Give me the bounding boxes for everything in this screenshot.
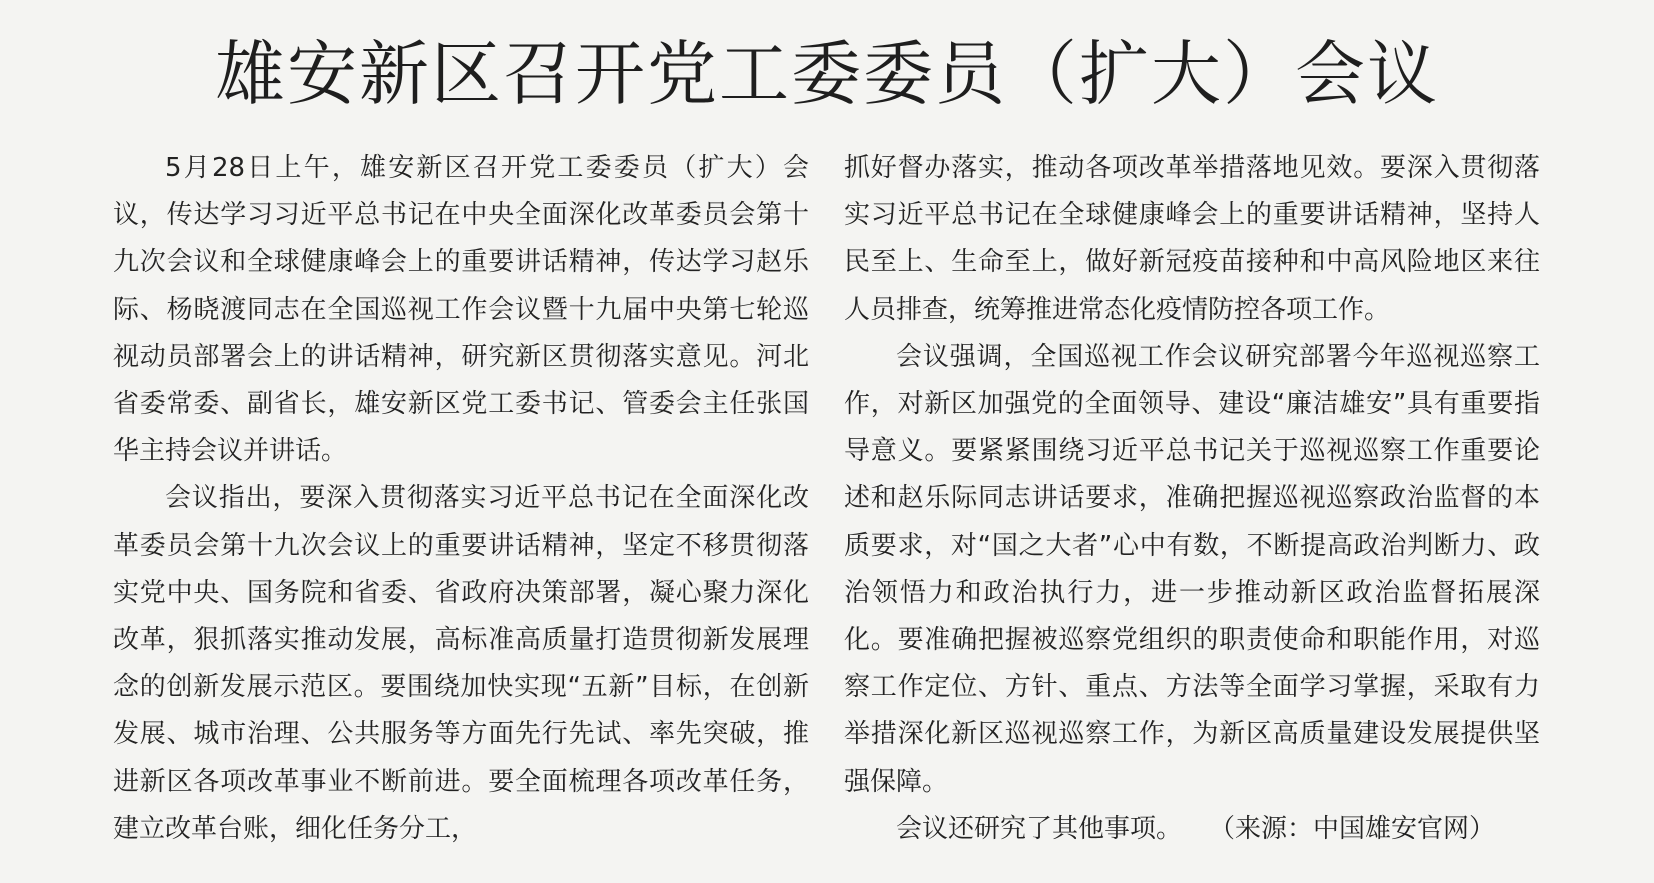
paragraph-1: 5月28日上午，雄安新区召开党工委委员（扩大）会议，传达学习习近平总书记在中央全面深化改革委员会第十九次会议和全球健康峰会上的重要讲话精神，传达学习赵乐际、杨晓渡同志在全国巡视工作会议暨十九届中央第七轮巡视动员部署会上的讲话精神，研究新区贯彻落实意见。河北省委常委、副省长，雄安新区党工委书记、管委会主任张国华主持会议并讲话。 xyxy=(113,153,809,467)
paragraph-2: 会议指出，要深入贯彻落实习近平总书记在全面深化改革委员会第十九次会议上的重要讲话精神，坚定不移贯彻落实党中央、国务院和省委、省政府决策部署，凝心聚力深化改革，狠抓落实推动发展，高标准高质量打造贯彻新发展理念的创新发展示范区。要围绕加快实现“五新”目标，在创新发展、城市治理、公共服务等方面先行先试、率先突破，推进新区各项改革事业不断前进。要全面梳理各项改革任务，建立改革台账，细化任务分工， xyxy=(113,483,809,844)
paragraph-2-continued: 抓好督办落实，推动各项改革举措落地见效。要深入贯彻落实习近平总书记在全球健康峰会上的重要讲话精神，坚持人民至上、生命至上，做好新冠疫苗接种和中高风险地区来往人员排查，统筹推进常态化疫情防控各项工作。 xyxy=(844,153,1540,325)
article-title: 雄安新区召开党工委委员（扩大）会议 xyxy=(215,33,1439,115)
article-column-right xyxy=(844,145,1540,853)
article-column-left xyxy=(113,145,809,853)
source-attribution: （来源：中国雄安官网） xyxy=(1222,813,1496,844)
paragraph-4 xyxy=(844,806,1540,853)
paragraph-3: 会议强调，全国巡视工作会议研究部署今年巡视巡察工作，对新区加强党的全面领导、建设“廉洁雄安”具有重要指导意义。要紧紧围绕习近平总书记关于巡视巡察工作重要论述和赵乐际同志讲话要求，准确把握巡视巡察政治监督的本质要求，对“国之大者”心中有数，不断提高政治判断力、政治领悟力和政治执行力，进一步推动新区政治监督拓展深化。要准确把握被巡察党组织的职责使命和职能作用，对巡察工作定位、方针、重点、方法等全面学习掌握，采取有力举措深化新区巡视巡察工作，为新区高质量建设发展提供坚强保障。 xyxy=(844,341,1540,797)
closing-sentence: 会议还研究了其他事项。 xyxy=(896,813,1183,844)
